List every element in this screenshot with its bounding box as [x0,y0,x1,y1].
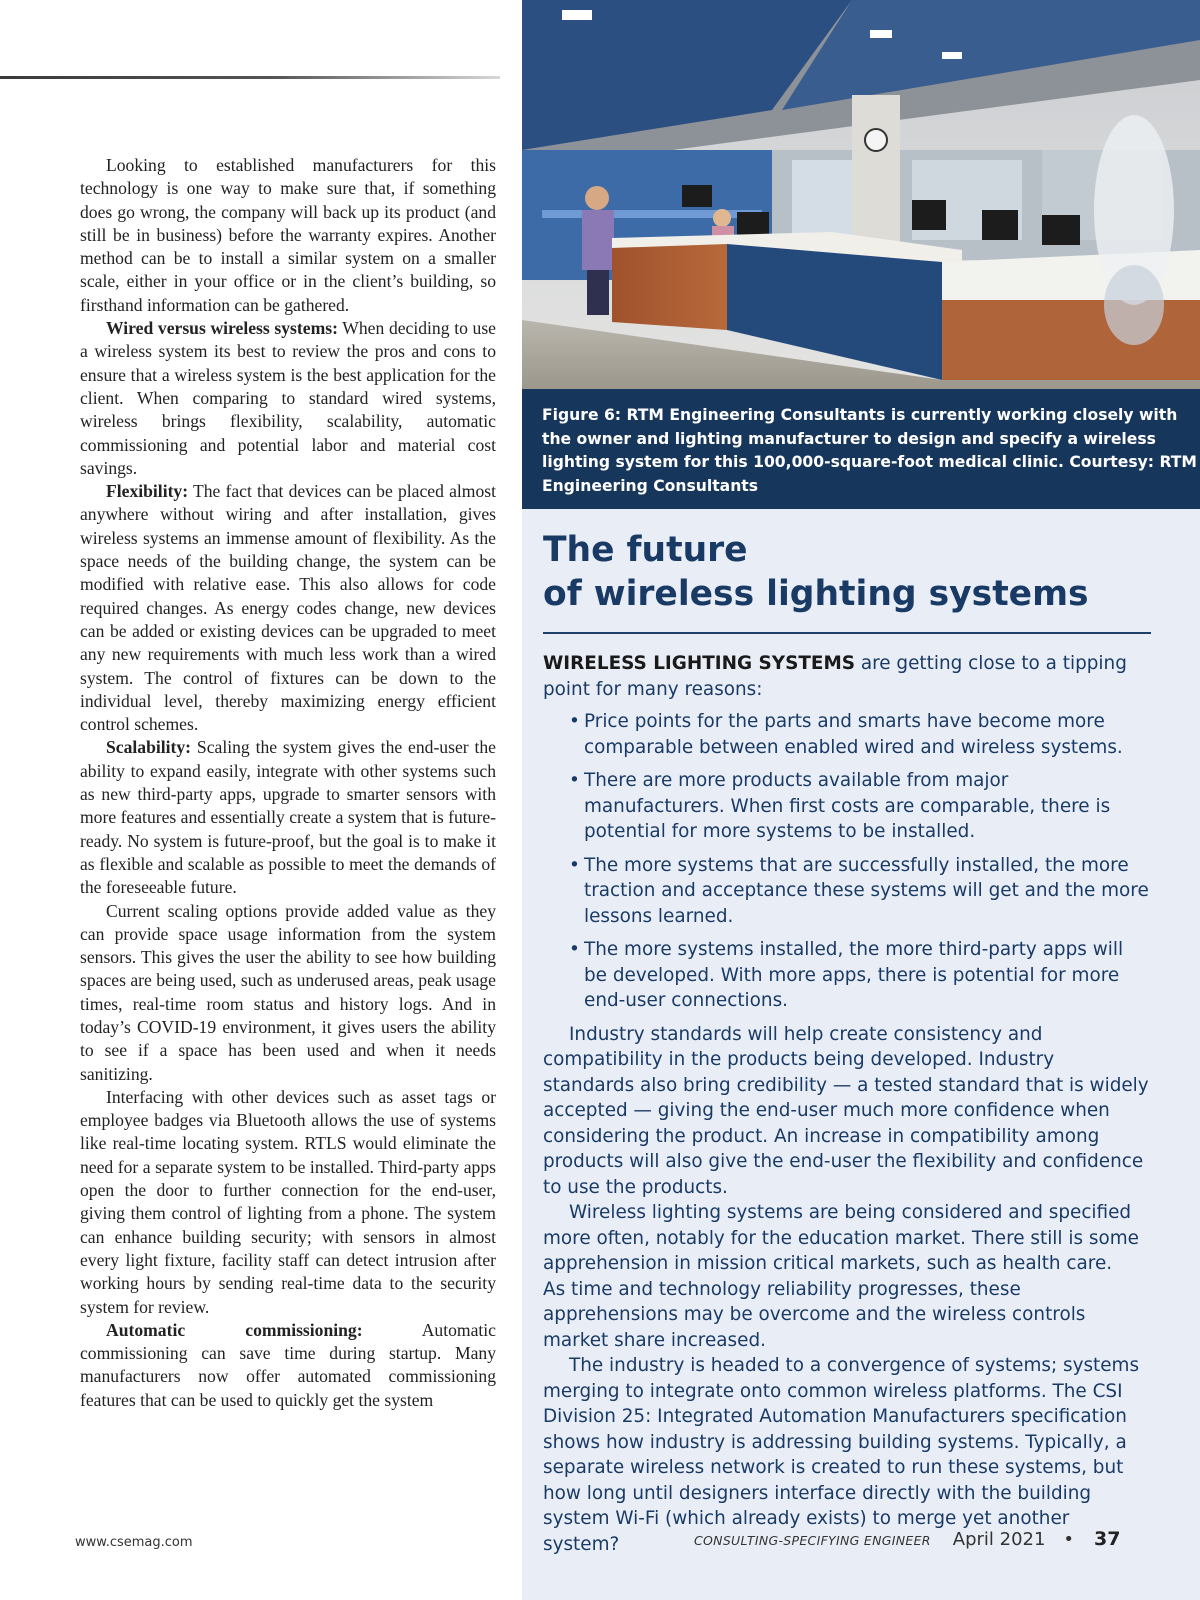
sidebar-title: The future of wireless lighting systems [543,530,1089,614]
list-item: • There are more products available from major manufacturers. When first costs are comparable, there is potential for more systems to be installed. [569,770,1111,842]
footer-date: April 2021 [952,1529,1046,1550]
footer-separator: • [1063,1529,1075,1550]
footer-folio [694,1528,1124,1550]
article-paragraph: Flexibility: The fact that devices can be placed almost anywhere without wiring and after installation, gives wireless systems an immense amount of flexibility. As the space needs of the building change, the system can be modified with relative ease. This also allows for code required changes. As energy codes change, new devices can be added or existing devices can be upgraded to meet any new requirements with much less work than a wired system. The control of fixtures can be down to the individual level, thereby maximizing energy efficient control schemes. [80,481,496,735]
page-number: 37 [1094,1528,1121,1550]
bullet-icon: • [569,711,580,732]
run-in-head: Flexibility: [106,481,189,502]
sidebar-title-rule [543,632,1151,634]
list-item: • Price points for the parts and smarts have become more comparable between enabled wired and wireless systems. [569,711,1123,758]
article-paragraph: Scalability: Scaling the system gives the end-user the ability to expand easily, integrate with other systems such as new third-party apps, upgrade to smarter sensors with more features and essentially create a system that is future-ready. No system is future-proof, but the goal is to make it as flexible and scalable as possible to meet the demands of the foreseeable future. [80,737,496,898]
article-column [80,154,496,1412]
sidebar-paragraph: Industry standards will help create consistency and compatibility in the products being developed. Industry standards also bring credibility — a tested standard that is widely accepted — giving the end-user much more confidence when considering the product. An increase in compatibility among products will also give the end-user the flexibility and confidence to use the products. [543,1023,1149,1198]
sidebar-paragraph: Wireless lighting systems are being considered and specified more often, notably for the education market. There still is some apprehension in mission critical markets, such as health care. As time and technology reliability progresses, these apprehensions may be overcome and the wireless controls market share increased. [543,1202,1139,1351]
bullet-icon: • [569,770,580,791]
run-in-head: Wired versus wireless systems: [106,318,338,339]
article-paragraph: Looking to established manufacturers for this technology is one way to make sure that, if something does go wrong, the company will back up its product (and still be in business) before the warranty expires. Another method can be to install a similar system on a smaller scale, either in your office or in the client’s building, so firsthand information can be gathered. [80,155,496,315]
footer-magazine: CONSULTING-SPECIFYING ENGINEER [694,1533,931,1548]
sidebar-intro: WIRELESS LIGHTING SYSTEMS are getting close to a tipping point for many reasons: [543,653,1127,700]
run-in-head: Automatic commissioning: [106,1319,363,1340]
bullet-icon: • [569,939,580,960]
figure-photo [522,0,1200,390]
figure-caption-box [522,389,1200,509]
list-item: • The more systems installed, the more third-party apps will be developed. With more apps, there is potential for more end-user connections. [569,939,1124,1011]
bullet-icon: • [569,854,580,876]
sidebar [543,528,1151,1557]
article-paragraph: Current scaling options provide added value as they can provide space usage information from the system sensors. This gives the user the ability to see how building spaces are being used, such as underused areas, peak usage times, real-time room status and history logs. And in today’s COVID-19 environment, it gives users the ability to see if a space has been used and when it needs sanitizing. [80,900,496,1084]
sidebar-bullet-list [543,709,1151,1014]
article-paragraph: Wired versus wireless systems: When deciding to use a wireless system its best to review the pros and cons to ensure that a wireless system is the best application for the client. When comparing to standard wired systems, wireless brings flexibility, scalability, automatic commissioning and potential labor and material cost savings. [80,318,496,478]
header-rule [0,76,500,79]
article-paragraph: Interfacing with other devices such as asset tags or employee badges via Bluetooth allows the use of systems like real-time locating system. RTLS would eliminate the need for a separate system to be installed. Third-party apps open the door to further connection for the end-user, giving them control of lighting from a phone. The system can enhance building security; with sensors in almost every light fixture, facility staff can detect intrusion after working hours by sending real-time data to the security system for review. [80,1086,496,1317]
run-in-head: Scalability: [106,737,192,758]
article-paragraph: Automatic commissioning: Automatic commissioning can save time during startup. Many manufacturers now offer automated commissioning features that can be used to quickly get the system [80,1319,496,1410]
list-item: • The more systems that are successfully installed, the more traction and acceptance these systems will get and the more lessons learned. [569,854,1149,927]
footer-website: www.csemag.com [75,1535,193,1550]
sidebar-paragraph: The industry is headed to a convergence of systems; systems merging to integrate onto common wireless platforms. The CSI Division 25: Integrated Automation Manufacturers specification shows how industry is addressing building systems. Typically, a separate wireless network is created to run these systems, but how long until designers interface directly with the building system Wi-Fi (which already exists) to merge yet another system? [543,1355,1140,1555]
sidebar-body [543,1022,1151,1558]
figure-caption: Figure 6: RTM Engineering Consultants is currently working closely with the owner and lighting manufacturer to design and specify a wireless lighting system for this 100,000-square-foot medical clinic. Courtesy: RTM Engineering Consultants [542,406,1197,495]
